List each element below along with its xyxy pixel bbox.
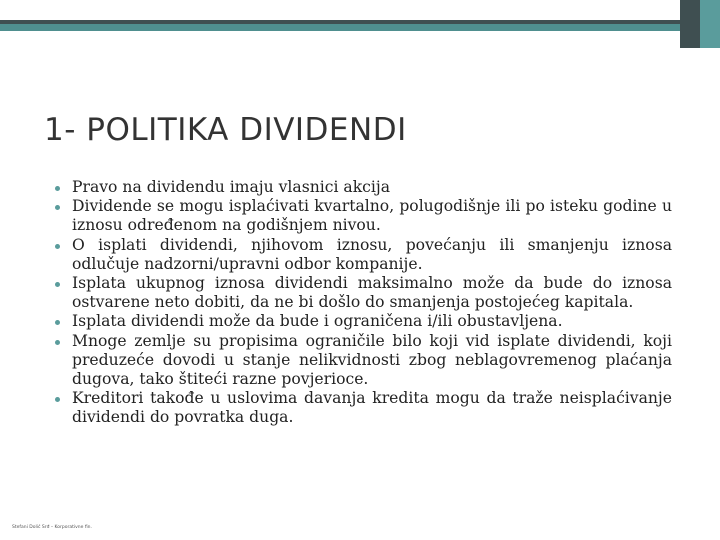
list-item — [52, 312, 672, 331]
bullet-icon — [55, 282, 60, 287]
list-item — [52, 389, 672, 427]
bullet-icon — [55, 186, 60, 191]
corner-block-teal — [700, 0, 720, 48]
list-item — [52, 274, 672, 312]
header-stripe-teal — [0, 24, 680, 31]
list-item — [52, 197, 672, 235]
slide-footer: Stefani Dolić Srđ – Korporativne fin. — [12, 525, 92, 530]
bullet-text: Mnoge zemlje su propisima ograničile bilo koji vid isplate dividendi, koji preduzeće dovodi u stanje nelikvidnosti zbog neblagovremenog plaćanja dugova, tako štiteći razne povjerioce. — [72, 331, 672, 389]
slide-title: 1- POLITIKA DIVIDENDI — [44, 112, 407, 148]
bullet-text: O isplati dividendi, njihovom iznosu, povećanju ili smanjenju iznosa odlučuje nadzorni/upravni odbor kompanije. — [72, 235, 672, 273]
bullet-list — [52, 178, 672, 428]
bullet-text: Isplata dividendi može da bude i ograničena i/ili obustavljena. — [72, 312, 563, 331]
bullet-text: Kreditori takođe u uslovima davanja kredita mogu da traže neisplaćivanje dividendi do povratka duga. — [72, 389, 672, 427]
list-item — [52, 332, 672, 390]
bullet-icon — [55, 397, 60, 402]
corner-block-dark — [680, 0, 700, 48]
list-item — [52, 236, 672, 274]
list-item — [52, 178, 672, 197]
bullet-text: Isplata ukupnog iznosa dividendi maksimalno može da bude do iznosa ostvarene neto dobiti, da ne bi došlo do smanjenja postojećeg kapitala. — [72, 274, 672, 312]
bullet-text: Pravo na dividendu imaju vlasnici akcija — [72, 178, 391, 196]
bullet-icon — [55, 340, 60, 345]
bullet-text: Dividende se mogu isplaćivati kvartalno, polugodišnje ili po isteku godine u iznosu određenom na godišnjem nivou. — [72, 197, 672, 235]
bullet-icon — [55, 320, 60, 325]
bullet-icon — [55, 244, 60, 249]
header-stripe-dark — [0, 0, 680, 24]
bullet-icon — [55, 205, 60, 210]
